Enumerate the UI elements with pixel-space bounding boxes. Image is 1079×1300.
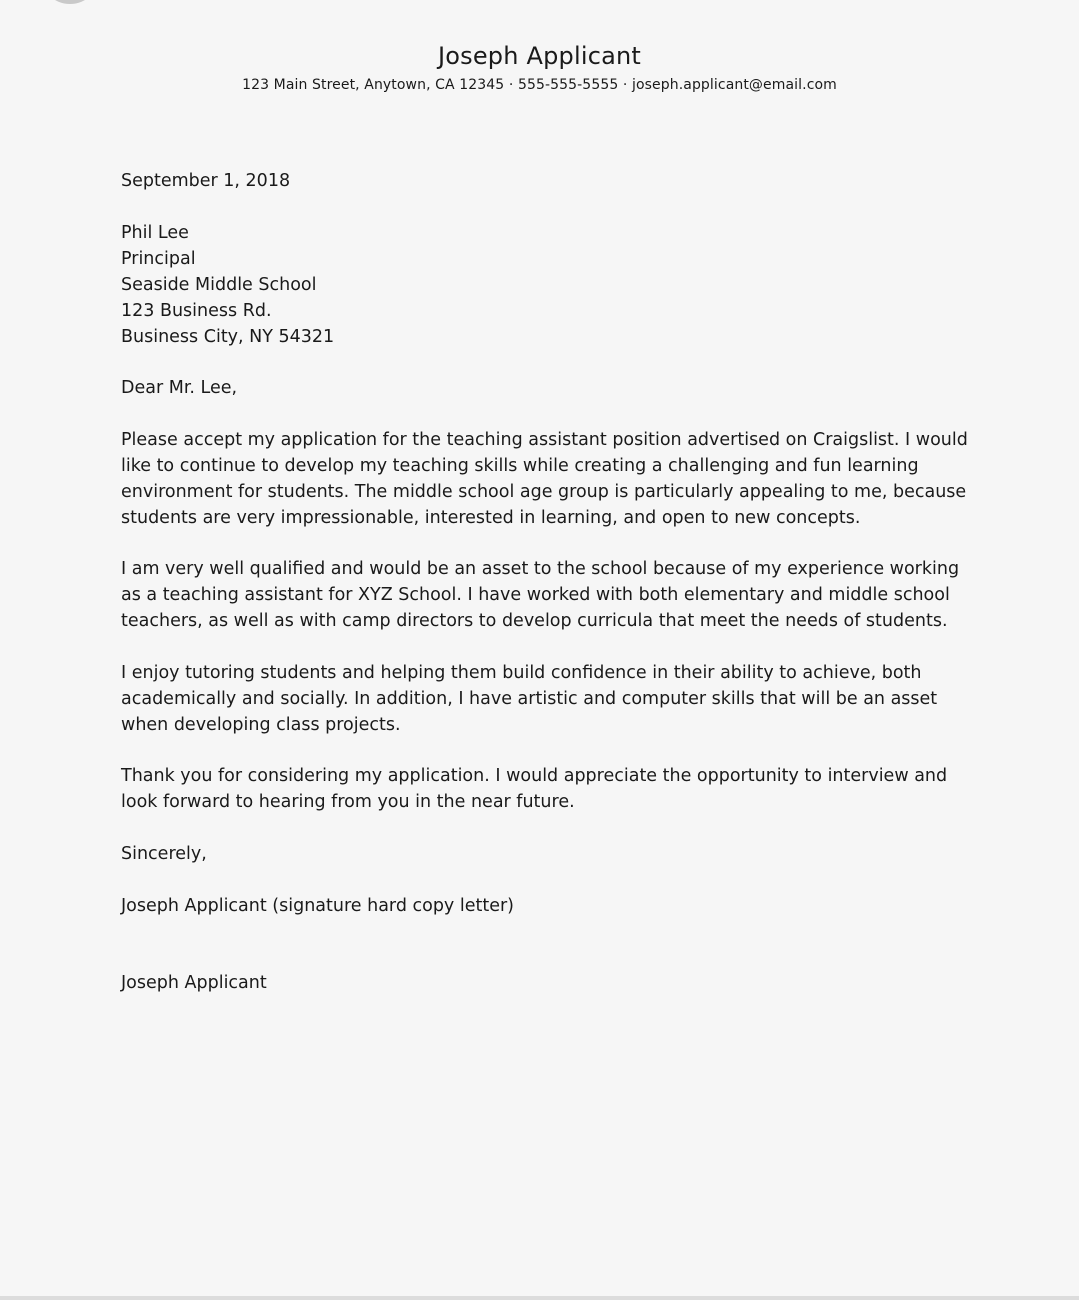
paragraph-line: like to continue to develop my teaching skills while creating a challenging and fun learning [121,456,919,476]
recipient-city: Business City, NY 54321 [121,327,335,347]
recipient-block [121,220,971,350]
paragraph-line: as a teaching assistant for XYZ School. I have worked with both elementary and middle school [121,585,950,605]
body-paragraph-2 [121,556,971,634]
applicant-name: Joseph Applicant [437,42,642,70]
bottom-rule [0,1296,1079,1300]
recipient-name: Phil Lee [121,223,189,243]
paragraph-line: students are very impressionable, interested in learning, and open to new concepts. [121,508,861,528]
letter-date: September 1, 2018 [121,171,291,191]
paragraph-line: environment for students. The middle school age group is particularly appealing to me, because [121,482,967,502]
signature-note: Joseph Applicant (signature hard copy letter) [121,896,514,916]
paragraph-line: Thank you for considering my application. I would appreciate the opportunity to interview and [121,766,948,786]
paragraph-line: when developing class projects. [121,715,401,735]
body-paragraph-1 [121,427,971,531]
recipient-title: Principal [121,249,196,269]
recipient-organization: Seaside Middle School [121,275,317,295]
paragraph-line: I am very well qualified and would be an asset to the school because of my experience working [121,559,960,579]
body-paragraph-3 [121,660,971,738]
recipient-street: 123 Business Rd. [121,301,272,321]
paragraph-line: teachers, as well as with camp directors to develop curricula that meet the needs of students. [121,611,948,631]
contact-line: 123 Main Street, Anytown, CA 12345 · 555-555-5555 · joseph.applicant@email.com [242,77,837,93]
body-paragraph-4 [121,763,971,815]
paragraph-line: academically and socially. In addition, I have artistic and computer skills that will be an asset [121,689,938,709]
paragraph-line: look forward to hearing from you in the near future. [121,792,575,812]
paragraph-line: I enjoy tutoring students and helping them build confidence in their ability to achieve, both [121,663,922,683]
paragraph-line: Please accept my application for the teaching assistant position advertised on Craigslist. I would [121,430,968,450]
salutation: Dear Mr. Lee, [121,378,238,398]
letterhead [0,38,1079,95]
corner-badge [40,0,100,4]
signature-name: Joseph Applicant [121,973,267,993]
closing: Sincerely, [121,844,207,864]
